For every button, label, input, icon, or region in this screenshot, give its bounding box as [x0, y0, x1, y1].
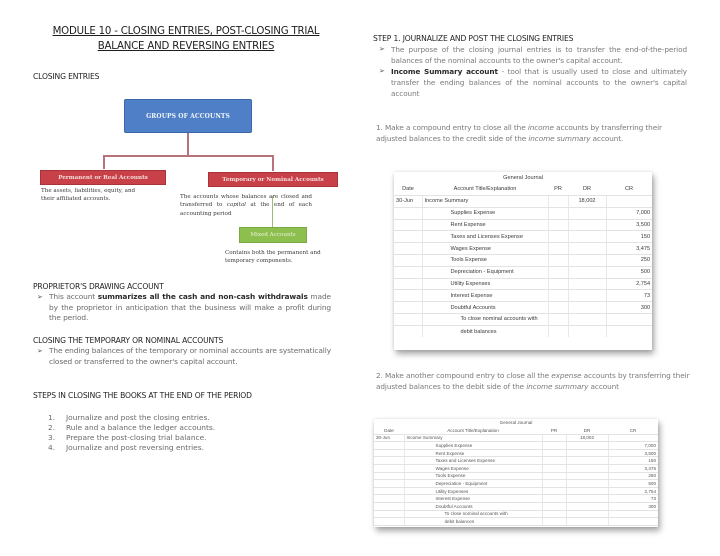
step-text: Prepare the post-closing trial balance.: [66, 433, 207, 442]
header-dr: DR: [566, 427, 608, 435]
module-title-line-2: BALANCE AND REVERSING ENTRIES: [97, 41, 275, 52]
cell-pr: [548, 290, 568, 302]
cell-dr: [566, 465, 608, 473]
table-row: [394, 325, 652, 337]
instruction-2: [376, 370, 691, 392]
cell-cr: 300: [606, 302, 652, 314]
header-dr: DR: [568, 184, 606, 196]
cell-account: Utility Expenses: [404, 487, 542, 495]
cell-cr: 7,000: [606, 207, 652, 219]
cell-cr: 150: [606, 231, 652, 243]
cell-dr: [568, 278, 606, 290]
cell-date: [394, 266, 422, 278]
connector-line: [272, 155, 274, 171]
italic-text: income summary: [528, 134, 591, 143]
cell-account: Wages Expense: [404, 465, 542, 473]
cell-cr: 2,754: [608, 487, 658, 495]
cell-pr: [548, 278, 568, 290]
cell-pr: [548, 207, 568, 219]
header-pr: PR: [542, 427, 566, 435]
step1-heading: STEP 1. JOURNALIZE AND POST THE CLOSING ENTRIES: [373, 34, 574, 43]
module-title-line-1: MODULE 10 - CLOSING ENTRIES, POST-CLOSING TRIAL: [52, 26, 320, 37]
cell-dr: [566, 457, 608, 465]
cell-pr: [542, 487, 566, 495]
text: accounts by transferring their adjusted balances to the credit side of the: [376, 123, 662, 143]
cell-account: Utility Expenses: [422, 278, 548, 290]
cell-pr: [548, 302, 568, 314]
bullet-arrow-icon: ➢: [379, 67, 385, 75]
cell-account: Rent Expense: [404, 449, 542, 457]
permanent-accounts-box: Permanent or Real Accounts: [40, 170, 166, 185]
table-row: [394, 196, 652, 208]
cell-account: Interest Expense: [404, 495, 542, 503]
cell-cr: 3,475: [608, 465, 658, 473]
cell-date: [374, 503, 404, 511]
cell-date: [394, 243, 422, 255]
header-cr: CR: [606, 184, 652, 196]
header-cr: CR: [608, 427, 658, 435]
table-row: [374, 518, 658, 526]
cell-date: [394, 255, 422, 267]
cell-pr: [542, 465, 566, 473]
cell-dr: 18,002: [568, 196, 606, 208]
cell-pr: [542, 442, 566, 450]
cell-pr: [542, 457, 566, 465]
cell-date: [394, 302, 422, 314]
cell-date: [374, 449, 404, 457]
bullet-arrow-icon: ➢: [37, 347, 43, 355]
header-account: Account Title/Explanation: [404, 427, 542, 435]
module-title: [36, 24, 336, 54]
cell-account: Taxes and Licenses Expense: [422, 231, 548, 243]
step-number: 1.: [48, 413, 56, 422]
cell-cr: 3,500: [608, 449, 658, 457]
steps-heading: STEPS IN CLOSING THE BOOKS AT THE END OF THE PERIOD: [33, 391, 252, 400]
table-row: [374, 457, 658, 465]
connector-line: [103, 155, 105, 169]
text: 1. Make a compound entry to close all the: [376, 123, 528, 132]
cell-dr: [568, 207, 606, 219]
bullet-item: [375, 66, 687, 99]
cell-dr: 18,002: [566, 434, 608, 442]
groups-of-accounts-box: GROUPS OF ACCOUNTS: [124, 99, 252, 133]
table-row: [394, 231, 652, 243]
cell-account: Tools Expense: [404, 472, 542, 480]
text: 2. Make another compound entry to close all the: [376, 371, 552, 380]
cell-account: Interest Expense: [422, 290, 548, 302]
table-row: [374, 480, 658, 488]
step-text: Journalize and post the closing entries.: [66, 413, 210, 422]
cell-cr: 500: [606, 266, 652, 278]
desc-text: at the end of each accounting period: [180, 202, 312, 217]
table-row: [374, 510, 658, 518]
desc-italic: capital: [226, 202, 246, 209]
cell-dr: [566, 495, 608, 503]
steps-list: [48, 413, 215, 453]
cell-dr: [568, 302, 606, 314]
cell-pr: [548, 266, 568, 278]
cell-cr: 73: [608, 495, 658, 503]
cell-account: Income Summary: [404, 434, 542, 442]
table-row: [374, 472, 658, 480]
table-row: [374, 495, 658, 503]
step1-bullets: [375, 44, 687, 99]
cell-dr: [568, 243, 606, 255]
cell-dr: [566, 442, 608, 450]
cell-pr: [542, 495, 566, 503]
cell-dr: [568, 266, 606, 278]
cell-date: [374, 457, 404, 465]
table-row: [374, 487, 658, 495]
cell-account: Income Summary: [422, 196, 548, 208]
bullet-arrow-icon: ➢: [37, 293, 43, 301]
permanent-accounts-description: The assets, liabilities, equity, and their affiliated accounts.: [41, 188, 136, 203]
italic-text: income: [527, 123, 554, 132]
text: accounts by transferring their adjusted balances to the debit side of the: [376, 371, 690, 391]
instruction-1: [376, 122, 691, 144]
cell-dr: [568, 231, 606, 243]
cell-account: Supplies Expense: [404, 442, 542, 450]
step-item: [48, 413, 215, 423]
text: The purpose of the closing journal entries is to transfer the end-of-the-period balances of the nominal accounts to the owner's capital account.: [391, 45, 687, 65]
bold-text: Income Summary account: [391, 67, 498, 76]
mixed-accounts-description: Contains both the permanent and temporary components.: [225, 250, 321, 265]
table-row: [394, 255, 652, 267]
text: account: [588, 382, 619, 391]
temporary-accounts-box: Temporary or Nominal Accounts: [208, 172, 338, 187]
temporary-accounts-description: [180, 193, 312, 218]
table-row: [394, 314, 652, 326]
cell-pr: [542, 480, 566, 488]
cell-account: Doubtful Accounts: [404, 503, 542, 511]
general-journal-table: [394, 172, 652, 350]
cell-date: [374, 480, 404, 488]
cell-account: Supplies Expense: [422, 207, 548, 219]
cell-cr: 500: [608, 480, 658, 488]
text: - tool that is usually used to close and ultimately transfer the ending balances of the nominal accounts to the owner's capital account: [391, 67, 687, 98]
cell-explanation: To close nominal accounts with: [422, 314, 548, 326]
header-pr: PR: [548, 184, 568, 196]
mixed-accounts-box: Mixed Accounts: [239, 227, 307, 243]
drawing-account-text: [33, 292, 331, 324]
cell-cr: 7,000: [608, 442, 658, 450]
cell-pr: [542, 472, 566, 480]
cell-dr: [566, 480, 608, 488]
text: The ending balances of the temporary or nominal accounts are systematically closed or transferred to the owner's capital account.: [49, 346, 331, 366]
bullet-item: [33, 346, 331, 367]
cell-cr: 73: [606, 290, 652, 302]
cell-cr: 150: [608, 457, 658, 465]
cell-cr: 250: [608, 472, 658, 480]
cell-cr: 300: [608, 503, 658, 511]
table-row: [394, 290, 652, 302]
cell-date: [374, 487, 404, 495]
cell-date: [374, 465, 404, 473]
cell-account: Rent Expense: [422, 219, 548, 231]
cell-explanation: debit balances: [422, 325, 548, 337]
bold-text: summarizes all the cash and non-cash withdrawals: [97, 292, 308, 301]
cell-date: [394, 207, 422, 219]
cell-pr: [548, 255, 568, 267]
connector-line: [103, 155, 274, 157]
cell-date: [374, 495, 404, 503]
bullet-item: [375, 44, 687, 66]
table-row: [394, 302, 652, 314]
cell-pr: [548, 219, 568, 231]
cell-cr: 3,475: [606, 243, 652, 255]
closing-entries-heading: CLOSING ENTRIES: [33, 72, 100, 81]
cell-date: [394, 231, 422, 243]
cell-account: Depreciation - Equipment: [422, 266, 548, 278]
table-row: [394, 266, 652, 278]
connector-line: [187, 133, 189, 156]
cell-account: Wages Expense: [422, 243, 548, 255]
cell-dr: [566, 472, 608, 480]
general-journal-table-2: [374, 419, 658, 527]
step-number: 3.: [48, 433, 56, 442]
cell-date: [374, 472, 404, 480]
table-row: [394, 219, 652, 231]
cell-date: 30-Jun: [394, 196, 422, 208]
header-date: Date: [374, 427, 404, 435]
cell-account: Depreciation - Equipment: [404, 480, 542, 488]
cell-date: [374, 442, 404, 450]
step-item: [48, 423, 215, 433]
cell-dr: [566, 449, 608, 457]
drawing-account-heading: PROPRIETOR'S DRAWING ACCOUNT: [33, 282, 164, 291]
step-text: Rule and a balance the ledger accounts.: [66, 423, 216, 432]
step-number: 4.: [48, 443, 56, 452]
cell-date: 30-Jun: [374, 434, 404, 442]
closing-temporary-text: [33, 346, 331, 367]
table-row: [374, 503, 658, 511]
cell-cr: 250: [606, 255, 652, 267]
cell-date: [394, 290, 422, 302]
cell-dr: [568, 255, 606, 267]
text: made by the proprietor in anticipation that the business will make a profit during the period.: [49, 292, 331, 323]
desc-text: The accounts whose balances are closed and transferred to: [180, 194, 312, 209]
journal-caption: General Journal: [499, 420, 533, 426]
cell-cr: 2,754: [606, 278, 652, 290]
cell-dr: [566, 503, 608, 511]
closing-temporary-heading: CLOSING THE TEMPORARY OR NOMINAL ACCOUNTS: [33, 336, 224, 345]
table-row: [374, 434, 658, 442]
cell-date: [394, 278, 422, 290]
cell-dr: [568, 219, 606, 231]
step-number: 2.: [48, 423, 56, 432]
cell-cr: 3,500: [606, 219, 652, 231]
table-row: [394, 278, 652, 290]
table-row: [374, 449, 658, 457]
bullet-item: [33, 292, 331, 324]
cell-account: Doubtful Accounts: [422, 302, 548, 314]
text: account.: [590, 134, 624, 143]
step-text: Journalize and post reversing entries.: [66, 443, 204, 452]
cell-explanation: To close nominal accounts with: [404, 510, 542, 518]
journal-caption: General Journal: [503, 174, 543, 181]
table-row: [374, 442, 658, 450]
header-account: Account Title/Explanation: [422, 184, 548, 196]
cell-account: Taxes and Licenses Expense: [404, 457, 542, 465]
table-row: [394, 207, 652, 219]
cell-pr: [542, 449, 566, 457]
table-row: [394, 243, 652, 255]
cell-date: [394, 219, 422, 231]
italic-text: expense: [551, 371, 582, 380]
cell-account: Tools Expense: [422, 255, 548, 267]
cell-dr: [566, 487, 608, 495]
bullet-arrow-icon: ➢: [379, 45, 385, 53]
header-date: Date: [394, 184, 422, 196]
cell-dr: [568, 290, 606, 302]
text: This account: [49, 292, 98, 301]
step-item: [48, 443, 215, 453]
cell-pr: [548, 231, 568, 243]
italic-text: income summary: [526, 382, 589, 391]
cell-pr: [542, 503, 566, 511]
cell-explanation: debit balances: [404, 518, 542, 526]
table-row: [374, 465, 658, 473]
step-item: [48, 433, 215, 443]
cell-pr: [548, 243, 568, 255]
